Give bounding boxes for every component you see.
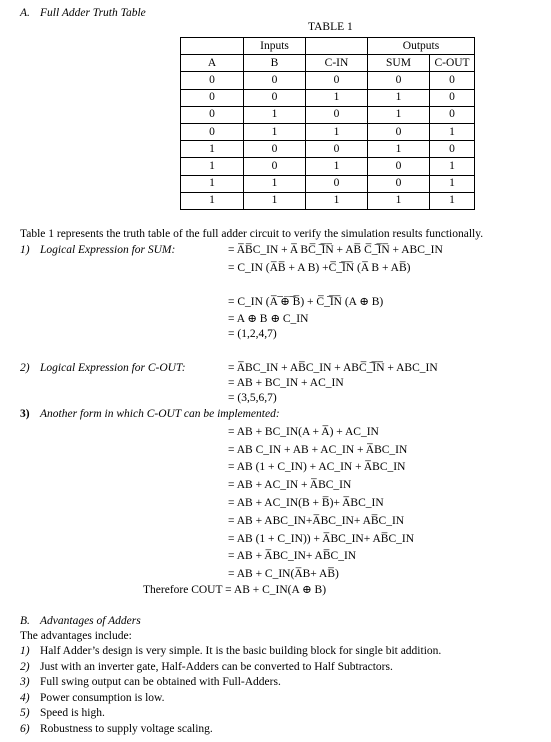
cout-line-2: = AB + BC_IN + AC_IN [228,377,344,389]
cell: 0 [430,72,475,89]
sum-line-1: = A̅B̅C_IN + A̅ BC̅_̅I̅N̅ + AB̅ C̅_̅I̅N̅ + ABC_IN [228,244,443,256]
adv-item-2: Just with an inverter gate, Half-Adders can be converted to Half Subtractors. [40,661,393,673]
another-line-9: = AB + C_IN(A̅B+ AB̅) [228,568,339,580]
cell: 1 [368,89,430,106]
adv-number-4: 4) [20,692,30,704]
cell: 1 [244,175,306,192]
table-row [181,106,475,123]
cell: 1 [368,106,430,123]
cout-line-3: = (3,5,6,7) [228,392,277,404]
cell: 1 [244,192,306,209]
therefore-line: Therefore COUT = AB + C_IN(A ⊕ B) [143,584,327,596]
sum-number: 1) [20,244,30,256]
adv-number-5: 5) [20,707,30,719]
cell: 1 [368,192,430,209]
cell: 1 [181,175,244,192]
cell: 0 [368,158,430,175]
another-line-8: = AB + A̅BC_IN+ AB̅C_IN [228,550,357,562]
cout-line-1: = A̅BC_IN + AB̅C_IN + ABC̅_̅I̅N̅ + ABC_IN [228,362,438,374]
cell: 0 [430,106,475,123]
cell: 0 [181,72,244,89]
cell: 0 [181,89,244,106]
cell: 0 [368,175,430,192]
cout-label: Logical Expression for C-OUT: [40,362,186,374]
adv-number-2: 2) [20,661,30,673]
cell: 1 [306,89,368,106]
col-header-cin: C-IN [306,55,368,72]
cell: 0 [244,72,306,89]
another-form-label: Another form in which C-OUT can be implemented: [40,408,280,420]
cell: 1 [430,123,475,140]
sum-line-4: = A ⊕ B ⊕ C_IN [228,313,309,325]
adv-item-3: Full swing output can be obtained with Full-Adders. [40,676,281,688]
cell: 1 [244,123,306,140]
table-row [181,72,475,89]
cell: 0 [244,141,306,158]
col-header-a: A [181,55,244,72]
table-row [181,123,475,140]
inputs-group-label: Inputs [244,38,306,55]
cell: 0 [244,158,306,175]
cell: 0 [430,89,475,106]
table-group-row [181,38,475,55]
table-header-row [181,55,475,72]
cell: 1 [181,141,244,158]
col-header-b: B [244,55,306,72]
cell: 0 [306,72,368,89]
adv-item-1: Half Adder’s design is very simple. It is the basic building block for single bit addition. [40,645,442,657]
adv-item-5: Speed is high. [40,707,105,719]
cell: 0 [306,175,368,192]
cell: 0 [306,141,368,158]
table-row [181,141,475,158]
table-description: Table 1 represents the truth table of the full adder circuit to verify the simulation results functionally. [20,228,484,240]
table-row [181,158,475,175]
sum-label: Logical Expression for SUM: [40,244,176,256]
table-caption: TABLE 1 [308,21,353,33]
outputs-group-label: Outputs [368,38,475,55]
cout-number: 2) [20,362,30,374]
cell: 1 [368,141,430,158]
cell: 0 [368,123,430,140]
col-header-sum: SUM [368,55,430,72]
sum-line-3: = C_IN (A̅ ̅⊕̅ ̅B̅) + C̅_̅I̅N̅ (A ⊕ B) [228,296,384,308]
cell: 0 [181,123,244,140]
cell: 1 [430,175,475,192]
section-a-number: A. [20,7,30,19]
cell: 0 [430,141,475,158]
another-line-1: = AB + BC_IN(A + A̅) + AC_IN [228,426,379,438]
adv-number-6: 6) [20,723,30,735]
another-line-4: = AB + AC_IN + A̅BC_IN [228,479,352,491]
sum-line-5: = (1,2,4,7) [228,328,277,340]
adv-item-4: Power consumption is low. [40,692,165,704]
adv-number-3: 3) [20,676,30,688]
cell: 0 [181,106,244,123]
section-b-intro: The advantages include: [20,630,132,642]
adv-number-1: 1) [20,645,30,657]
cell: 1 [306,158,368,175]
another-line-2: = AB C_IN + AB + AC_IN + A̅BC_IN [228,444,408,456]
table-row [181,175,475,192]
col-header-cout: C-OUT [430,55,475,72]
section-b-number: B. [20,615,30,627]
section-a-title: Full Adder Truth Table [40,7,146,19]
cell: 1 [306,123,368,140]
section-b-title: Advantages of Adders [40,615,141,627]
another-line-3: = AB (1 + C_IN) + AC_IN + A̅BC_IN [228,461,406,473]
another-line-5: = AB + AC_IN(B + B̅)+ A̅BC_IN [228,497,384,509]
cell: 1 [244,106,306,123]
another-form-number: 3) [20,408,30,420]
adv-item-6: Robustness to supply voltage scaling. [40,723,213,735]
cell: 1 [181,192,244,209]
another-line-7: = AB (1 + C_IN)) + A̅BC_IN+ AB̅C_IN [228,533,414,545]
cell: 0 [244,89,306,106]
cell: 1 [306,192,368,209]
cell: 0 [306,106,368,123]
cell: 1 [430,158,475,175]
sum-line-2: = C_IN (A̅B̅ + A B) +C̅_̅I̅N̅ (A̅ B + AB̅) [228,262,411,274]
table-row [181,89,475,106]
truth-table [180,37,475,210]
cell: 0 [368,72,430,89]
cell: 1 [181,158,244,175]
cell: 1 [430,192,475,209]
another-line-6: = AB + ABC_IN+A̅BC_IN+ AB̅C_IN [228,515,405,527]
table-row [181,192,475,209]
